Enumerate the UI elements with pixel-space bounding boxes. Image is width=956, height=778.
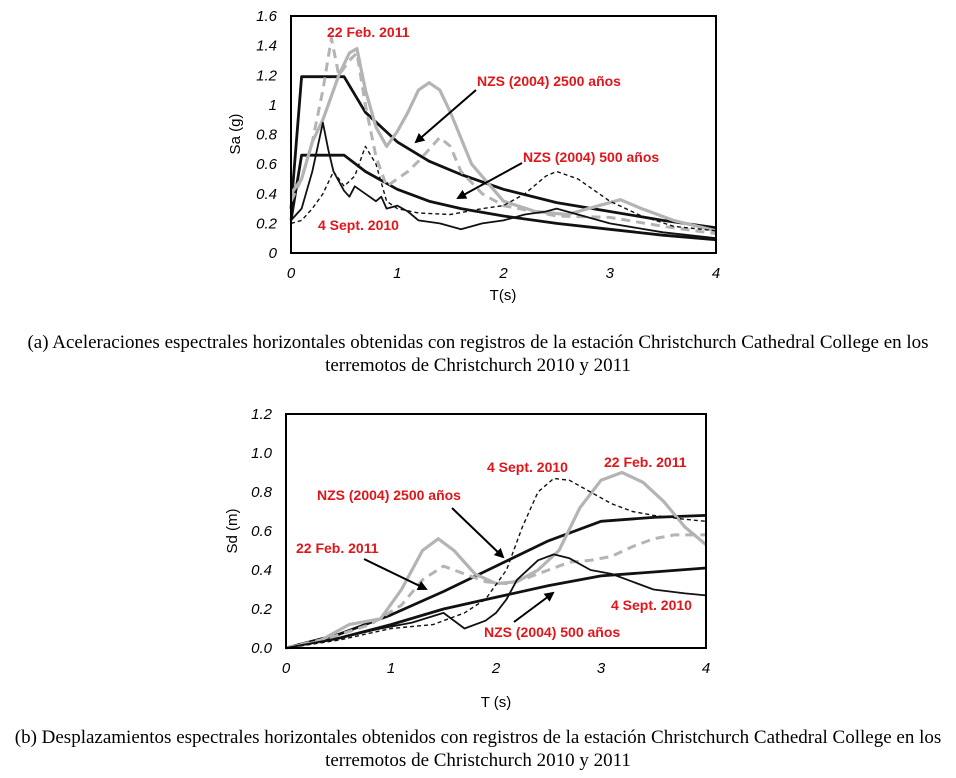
- y-tick-label: 0.6: [256, 156, 277, 174]
- x-tick-label: 0: [286, 265, 296, 282]
- y-tick-label: 1: [268, 96, 277, 114]
- annotation-arrow: [452, 508, 503, 557]
- annotation-arrow: [416, 90, 476, 142]
- x-tick-label: 3: [596, 660, 606, 677]
- series-line-4-sept-2010-2: [286, 478, 706, 648]
- x-tick-label: 4: [701, 660, 711, 677]
- caption-b: (b) Desplazamientos espectrales horizontales obtenidos con registros de la estación Christchurch Cathedral College en los terremotos de Christchurch 2010 y 2011: [14, 727, 942, 771]
- annotation-label: 4 Sept. 2010: [318, 217, 399, 233]
- chart-panel-a: [227, 8, 720, 304]
- y-tick-label: 1.4: [256, 37, 277, 55]
- x-tick-label: 0: [281, 660, 291, 677]
- series-line-22-feb-2011-2: [291, 38, 716, 234]
- y-tick-label: 1.2: [256, 67, 277, 85]
- y-axis-label: Sa (g): [227, 113, 244, 155]
- y-tick-label: 0.4: [256, 185, 277, 203]
- annotation-label: 22 Feb. 2011: [327, 24, 410, 40]
- caption-a: (a) Aceleraciones espectrales horizontales obtenidas con registros de la estación Christchurch Cathedral College en los terremotos de Christchurch 2010 y 2011: [27, 332, 929, 376]
- chart-panel-b: [224, 406, 710, 711]
- x-tick-label: 1: [393, 265, 402, 282]
- y-tick-label: 1.6: [256, 8, 277, 25]
- x-tick-label: 2: [499, 265, 508, 282]
- x-tick-label: 4: [711, 265, 721, 282]
- x-axis-label: T(s): [489, 287, 517, 304]
- annotation-label: 4 Sept. 2010: [611, 597, 692, 613]
- x-tick-label: 2: [491, 660, 501, 677]
- annotation-label: 22 Feb. 2011: [604, 454, 687, 470]
- y-tick-label: 0.8: [256, 126, 277, 144]
- y-tick-label: 0.6: [251, 523, 272, 540]
- x-tick-label: 3: [605, 265, 614, 282]
- x-tick-label: 1: [386, 660, 396, 677]
- y-tick-label: 0.8: [251, 484, 272, 501]
- y-tick-label: 1.0: [251, 445, 272, 462]
- annotation-label: NZS (2004) 2500 años: [477, 73, 621, 89]
- x-axis-label: T (s): [480, 694, 512, 711]
- annotation-label: 4 Sept. 2010: [487, 459, 568, 475]
- annotation-label: NZS (2004) 2500 años: [317, 487, 461, 503]
- y-tick-label: 0.4: [251, 562, 272, 579]
- annotation-label: NZS (2004) 500 años: [484, 624, 621, 640]
- y-tick-label: 0.2: [251, 601, 272, 618]
- annotation-arrow: [514, 593, 553, 622]
- y-axis-label: Sd (m): [224, 508, 241, 554]
- annotation-label: NZS (2004) 500 años: [523, 149, 660, 165]
- y-tick-label: 0.0: [251, 640, 272, 657]
- y-tick-label: 1.2: [251, 406, 272, 423]
- annotation-label: 22 Feb. 2011: [296, 540, 379, 556]
- y-tick-label: 0.2: [256, 215, 277, 233]
- y-tick-label: 0: [268, 245, 277, 262]
